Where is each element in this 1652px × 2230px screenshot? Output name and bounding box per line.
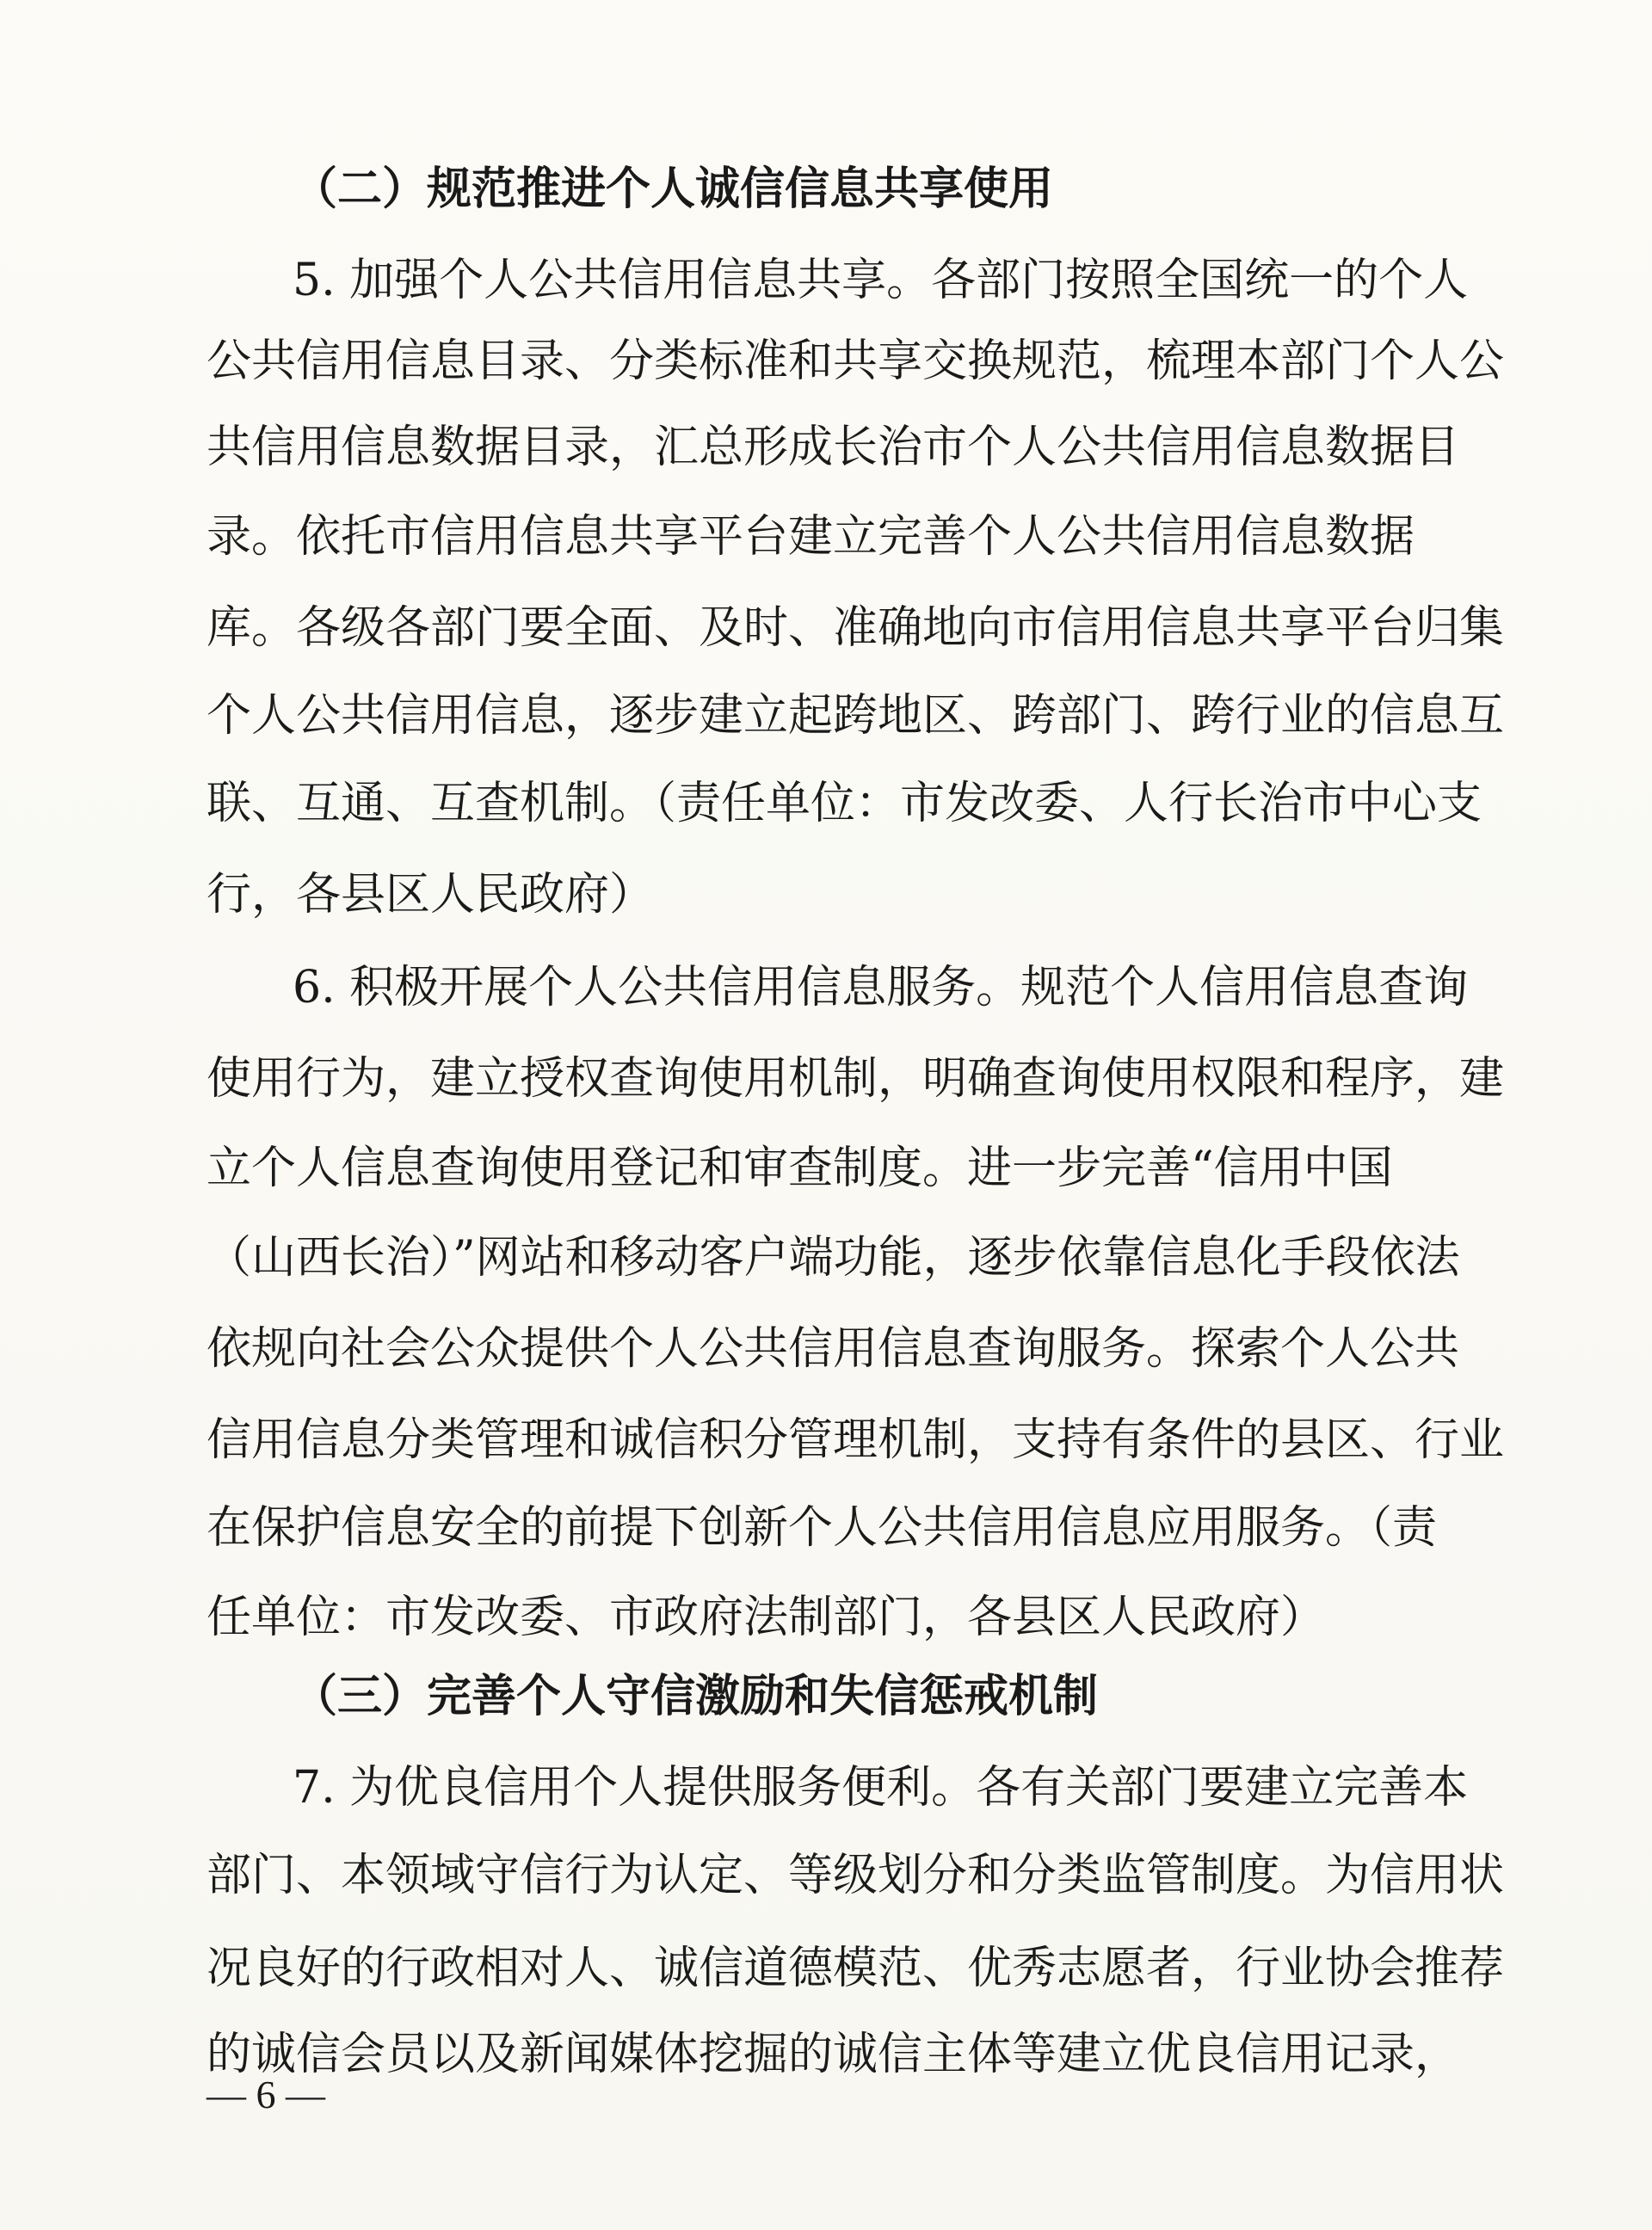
paragraph-6-line-4: （山西长治）”网站和移动客户端功能，逐步依靠信息化手段依法 (206, 1232, 1460, 1284)
paragraph-5-line-5: 库。各级各部门要全面、及时、准确地向市信用信息共享平台归集 (206, 602, 1505, 654)
paragraph-5-line-4: 录。依托市信用信息共享平台建立完善个人公共信用信息数据 (206, 511, 1415, 563)
paragraph-5-line-7: 联、互通、互查机制。（责任单位：市发改委、人行长治市中心支 (206, 778, 1482, 829)
paragraph-6-line-8: 任单位：市发改委、市政府法制部门，各县区人民政府） (206, 1592, 1326, 1643)
paragraph-6-line-5: 依规向社会公众提供个人公共信用信息查询服务。探索个人公共 (206, 1323, 1460, 1375)
section-heading-2: （二）规范推进个人诚信信息共享使用 (293, 163, 1054, 215)
paragraph-7-line-1: 7. 为优良信用个人提供服务便利。各有关部门要建立完善本 (293, 1762, 1469, 1814)
paragraph-5-line-3: 共信用信息数据目录，汇总形成长治市个人公共信用信息数据目 (206, 422, 1460, 473)
paragraph-5-line-8: 行，各县区人民政府） (206, 869, 655, 921)
paragraph-6-line-6: 信用信息分类管理和诚信积分管理机制，支持有条件的县区、行业 (206, 1414, 1505, 1466)
paragraph-5-line-6: 个人公共信用信息，逐步建立起跨地区、跨部门、跨行业的信息互 (206, 690, 1505, 742)
paragraph-6-line-3: 立个人信息查询使用登记和审查制度。进一步完善“信用中国 (206, 1143, 1393, 1194)
paragraph-7-line-2: 部门、本领域守信行为认定、等级划分和分类监管制度。为信用状 (206, 1850, 1505, 1901)
page-number: — 6 — (206, 2073, 325, 2116)
section-heading-3: （三）完善个人守信激励和失信惩戒机制 (293, 1670, 1099, 1722)
paragraph-6-line-2: 使用行为，建立授权查询使用机制，明确查询使用权限和程序，建 (206, 1053, 1505, 1105)
paragraph-6-line-1: 6. 积极开展个人公共信用信息服务。规范个人信用信息查询 (293, 962, 1469, 1013)
paragraph-6-line-7: 在保护信息安全的前提下创新个人公共信用信息应用服务。（责 (206, 1502, 1438, 1554)
paragraph-7-line-3: 况良好的行政相对人、诚信道德模范、优秀志愿者，行业协会推荐 (206, 1943, 1505, 1994)
paragraph-5-line-1: 5. 加强个人公共信用信息共享。各部门按照全国统一的个人 (293, 255, 1469, 306)
paragraph-7-line-4: 的诚信会员以及新闻媒体挖掘的诚信主体等建立优良信用记录， (206, 2029, 1460, 2080)
paragraph-5-line-2: 公共信用信息目录、分类标准和共享交换规范，梳理本部门个人公 (206, 336, 1505, 387)
